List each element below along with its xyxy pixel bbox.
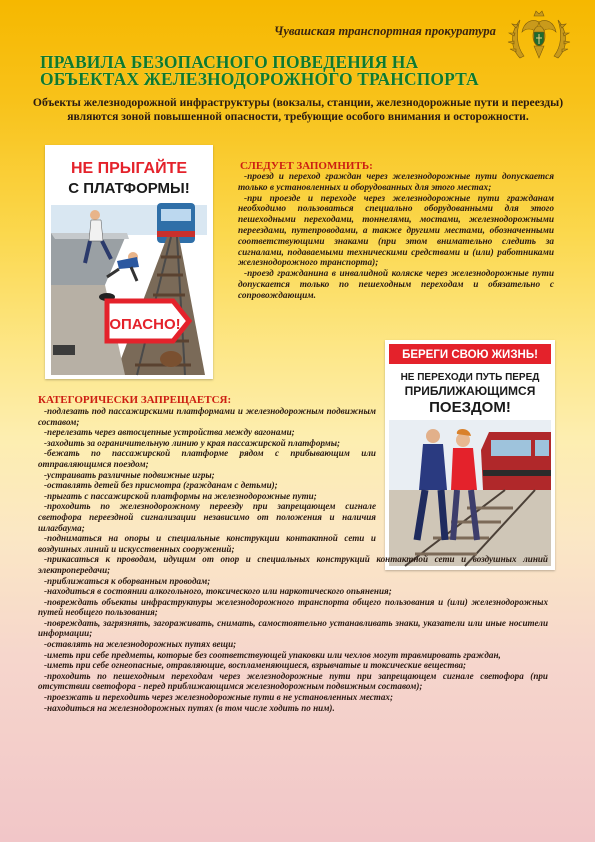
remember-list: [238, 172, 554, 302]
list-item: -иметь при себе огнеопасные, отравляющие, воспламеняющиеся, взрывчатые и токсические вещества;: [44, 660, 467, 671]
list-item: -перелезать через автосцепные устройства между вагонами;: [44, 427, 295, 438]
list-item: -устраивать различные подвижные игры;: [44, 469, 215, 480]
list-item: -заходить за ограничительную линию у края пассажирской платформы;: [44, 437, 341, 448]
list-item: -бежать по пассажирской платформе рядом с прибывающим или отправляющимся поездом;: [38, 448, 376, 469]
list-item: -иметь при себе предметы, которые без соответствующей упаковки или чехлов могут травмировать граждан,: [44, 649, 501, 660]
prosecutor-emblem-icon: [506, 8, 572, 72]
forbidden-heading: КАТЕГОРИЧЕСКИ ЗАПРЕЩАЕТСЯ:: [38, 394, 232, 406]
intro-paragraph: Объекты железнодорожной инфраструктуры (вокзалы, станции, железнодорожные пути и переезды) являются зоной повышенной опасности, требующие особого внимания и осторожности.: [32, 96, 564, 123]
poster2-banner: БЕРЕГИ СВОЮ ЖИЗНЬ!: [402, 349, 538, 361]
list-item: -проезжать и переходить через железнодорожные пути в не установленных местах;: [44, 692, 393, 703]
remember-heading: СЛЕДУЕТ ЗАПОМНИТЬ:: [240, 160, 373, 172]
poster2-line2: ПРИБЛИЖАЮЩИМСЯ: [404, 384, 536, 398]
list-item: -при проезде и переходе через железнодорожные пути гражданам необходимо пользоваться специально оборудованными для этого пешеходными переходами, тоннелями, мостами, железнодорожными переездами, путепроводами, а также другими местами, обозначенными соответствующими знаками (при этом внимательно следить за сигналами, подаваемыми техническими средствами и (или) работниками железнодорожного транспорта);: [238, 193, 554, 269]
poster-dont-jump-illustration: [45, 145, 213, 379]
list-item: -приближаться к оборванным проводам;: [44, 575, 211, 586]
list-item: -прикасаться к проводам, идущим от опор и специальных конструкций контактной сети и воздушных линий электропередачи;: [38, 554, 548, 575]
list-item: -повреждать, загрязнять, загораживать, снимать, самостоятельно устанавливать знаки, указатели или иные носители информации;: [38, 617, 548, 639]
list-item: -проходить по пешеходным переходам через железнодорожные пути при запрещающем сигнале светофора (при отсутствии светофора - перед приближающимся железнодорожным подвижным составом);: [38, 670, 548, 692]
list-item: -прыгать с пассажирской платформы на железнодорожные пути;: [44, 490, 317, 501]
prosecutor-office-label: Чувашская транспортная прокуратура: [274, 24, 496, 38]
list-item: -повреждать объекты инфраструктуры железнодорожного транспорта общего пользования и (или) железнодорожных путей необщего пользования;: [38, 596, 548, 618]
poster1-warning: ОПАСНО!: [109, 316, 181, 333]
list-item: -подлезать под пассажирскими платформами и железнодорожным подвижным составом;: [38, 406, 376, 427]
forbidden-list: [38, 406, 548, 713]
list-item: -оставлять на железнодорожных путях вещи;: [44, 639, 237, 650]
list-item: -оставлять детей без присмотра (гражданам с детьми);: [44, 480, 278, 491]
list-item: -подниматься на опоры и специальные конструкции контактной сети и воздушных линий и искусственных сооружений;: [38, 533, 376, 554]
page-title: ПРАВИЛА БЕЗОПАСНОГО ПОВЕДЕНИЯ НА ОБЪЕКТАХ ЖЕЛЕЗНОДОРОЖНОГО ТРАНСПОРТА: [40, 52, 479, 89]
poster2-line1: НЕ ПЕРЕХОДИ ПУТЬ ПЕРЕД: [400, 372, 540, 383]
poster1-headline-2: С ПЛАТФОРМЫ!: [68, 180, 190, 197]
poster-dont-jump: [45, 145, 213, 379]
poster2-line3: ПОЕЗДОМ!: [429, 399, 511, 416]
list-item: -проезд гражданина в инвалидной коляске через железнодорожные пути допускается только по пешеходным переходам и обязательно с сопровождающим.: [238, 269, 554, 301]
list-item: -проезд и переход граждан через железнодорожные пути допускается только в установленных и оборудованных для этого местах;: [238, 172, 554, 193]
list-item: -находиться на железнодорожных путях (в том числе ходить по ним).: [44, 702, 335, 713]
list-item: -находиться в состоянии алкогольного, токсического или наркотического опьянения;: [44, 586, 392, 597]
list-item: -проходить по железнодорожному переезду при запрещающем сигнале светофора переездной сигнализации независимо от положения и наличия шлагбаума;: [38, 501, 376, 533]
poster1-headline-1: НЕ ПРЫГАЙТЕ: [70, 160, 188, 177]
